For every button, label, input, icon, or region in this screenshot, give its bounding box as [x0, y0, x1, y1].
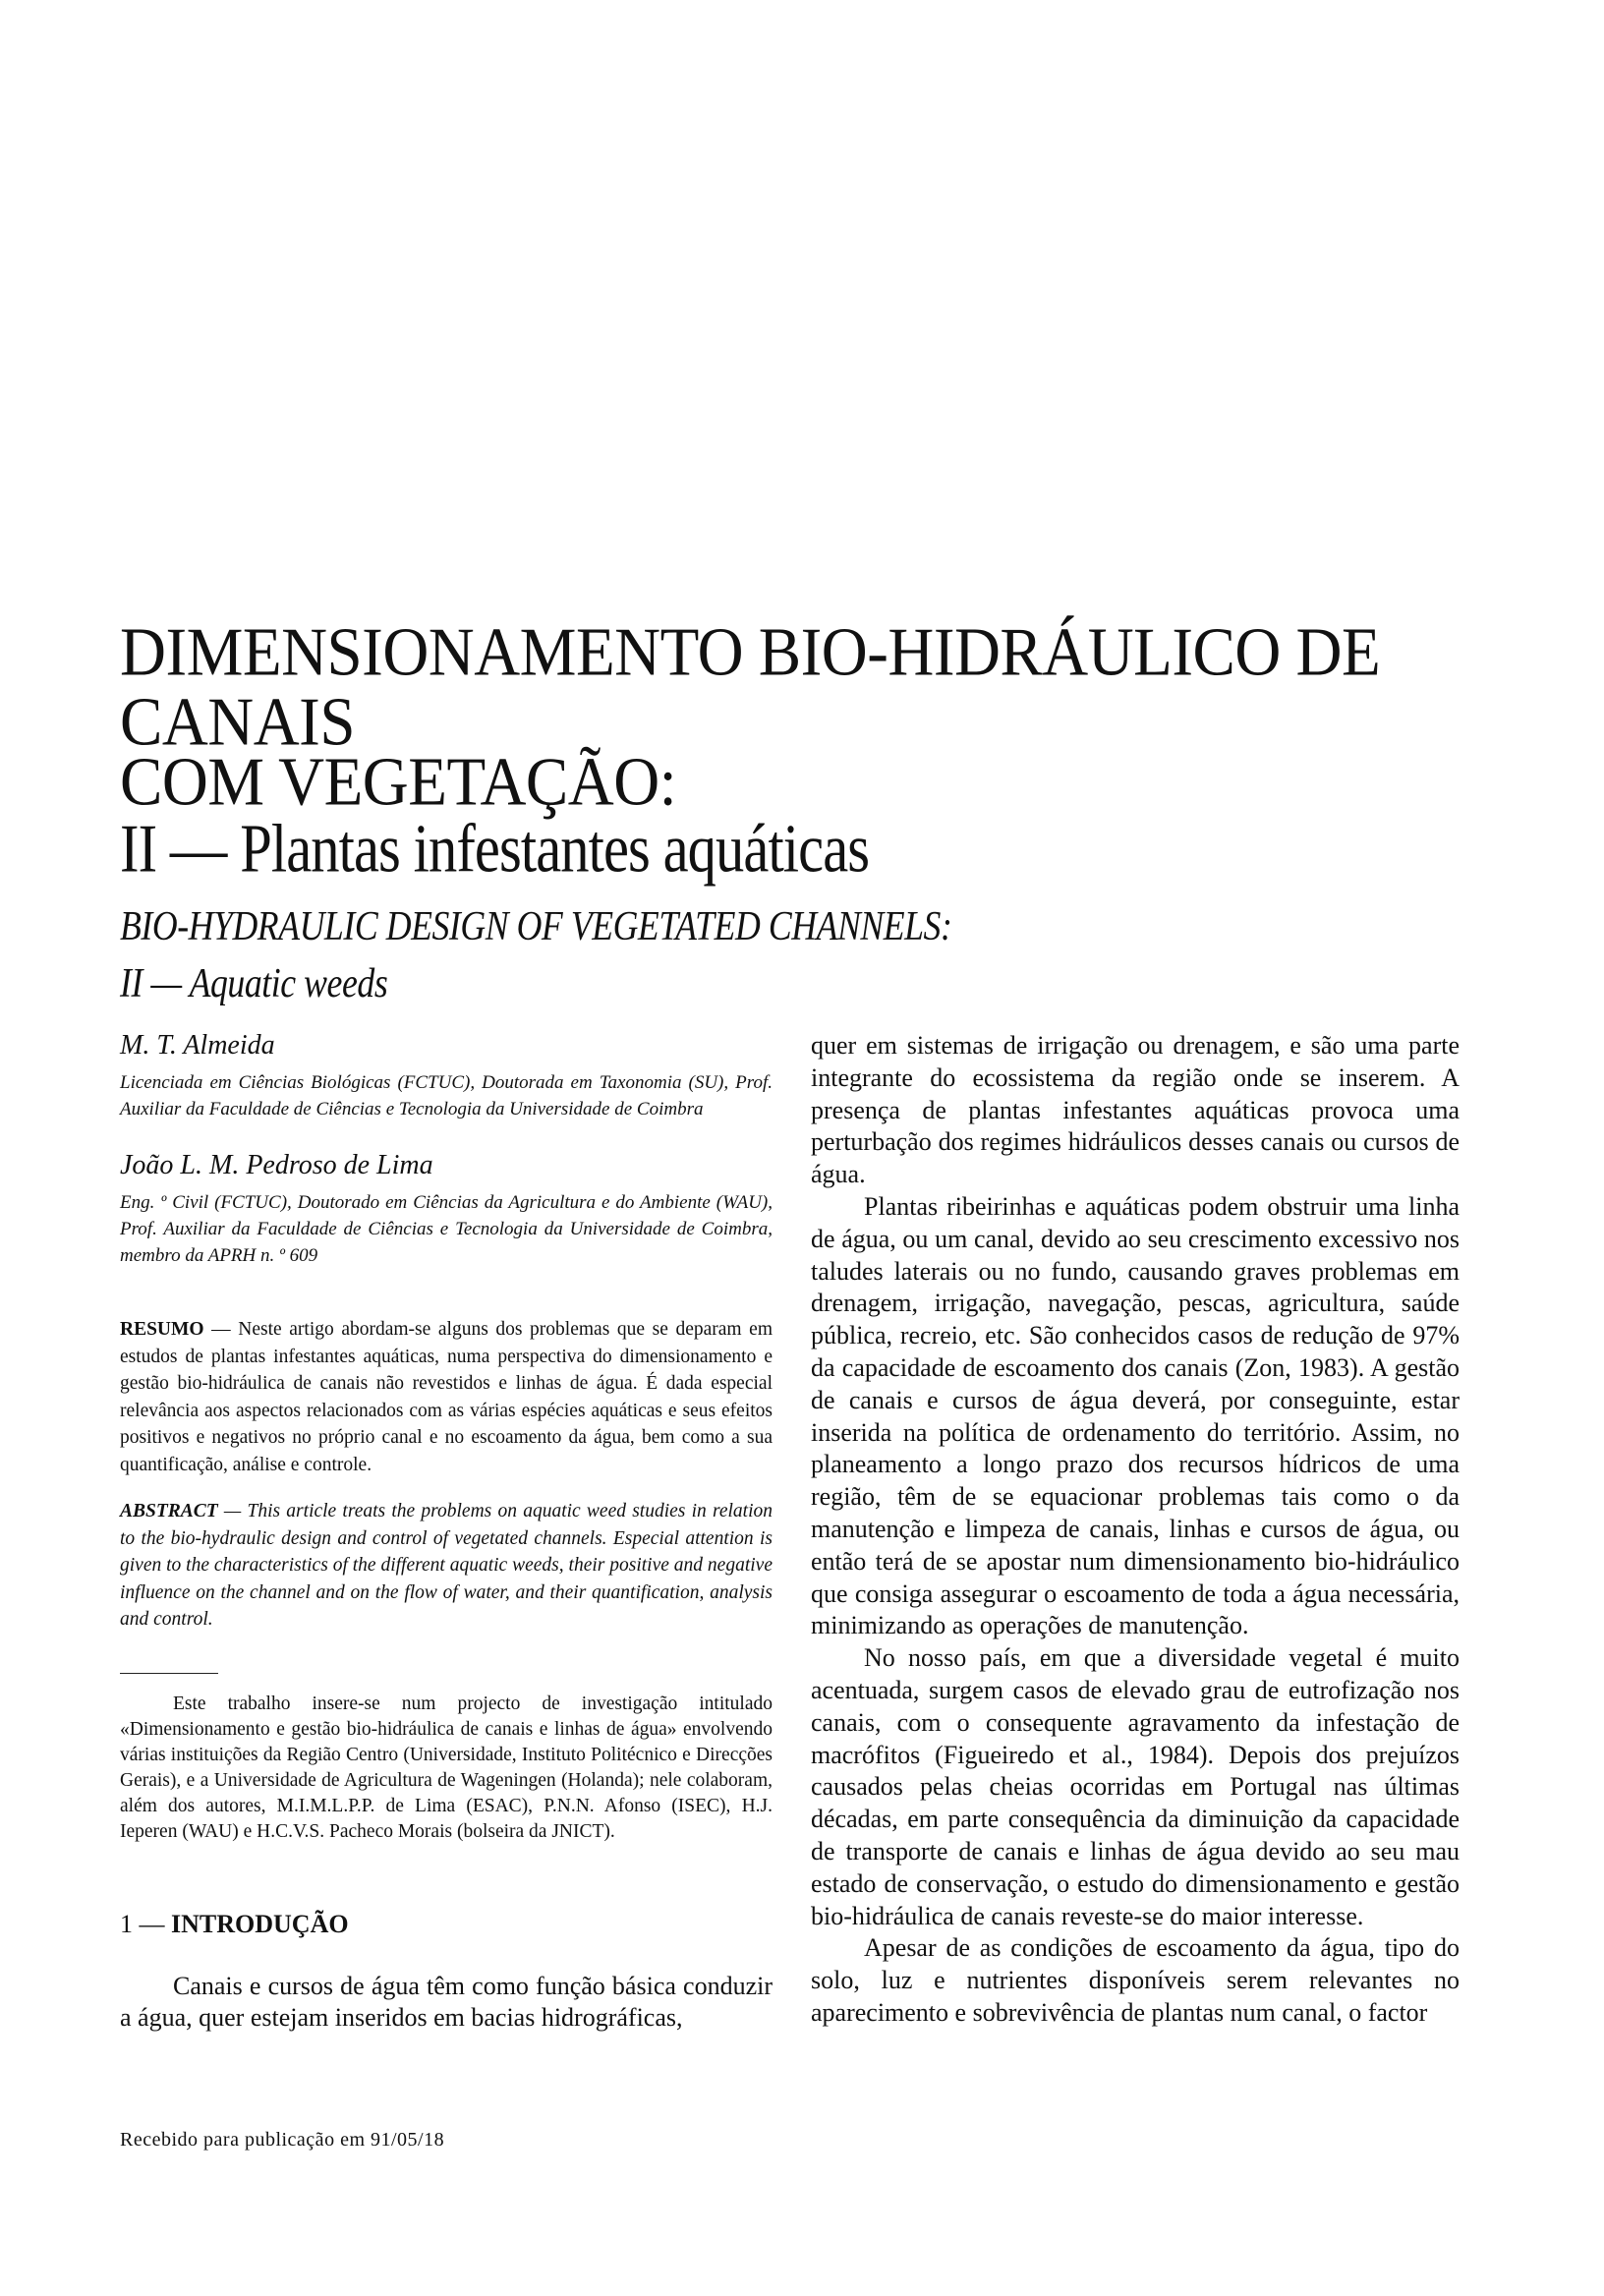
resumo-text: — Neste artigo abordam-se alguns dos problemas que se deparam em estudos de plantas infestantes aquáticas, numa perspectiva do dimensionamento e gestão bio-hidráulica de canais não revestidos e linhas de água. É dada especial relevância aos aspectos relacionados com as várias espécies aquáticas e seus efeitos positivos e negativos no próprio canal e no escoamento da água, bem como a sua quantificação, análise e controle. [120, 1319, 773, 1475]
abstract-lead: ABSTRACT [120, 1501, 218, 1521]
received-date: Recebido para publicação em 91/05/18 [120, 2129, 445, 2151]
author-block-2 [120, 1150, 773, 1269]
footnote: Este trabalho insere-se num projecto de investigação intitulado «Dimensionamento e gestão bio-hidráulica de canais e linhas de água» envolvendo várias instituições da Região Centro (Universidade, Instituto Politécnico e Direcções Gerais), e a Universidade de Agricultura de Wageningen (Holanda); nele colaboram, além dos autores, M.I.M.L.P.P. de Lima (ESAC), P.N.N. Afonso (ISEC), H.J. Ieperen (WAU) e H.C.V.S. Pacheco Morais (bolseira da JNICT). [120, 1693, 773, 1842]
footnote-divider [120, 1673, 218, 1674]
title-block [120, 613, 1496, 1012]
main-subtitle: II — Plantas infestantes aquáticas [120, 810, 870, 888]
english-title-line-2: II — Aquatic weeds [120, 961, 388, 1006]
body-paragraph: quer em sistemas de irrigação ou drenagem, e são uma parte integrante do ecossistema da região onde se inserem. A presença de plantas infestantes aquáticas provoca uma perturbação dos regimes hidráulicos desses canais ou cursos de água. [811, 1031, 1460, 1189]
author-name: M. T. Almeida [120, 1030, 275, 1061]
body-paragraph: Apesar de as condições de escoamento da água, tipo do solo, luz e nutrientes disponíveis serem relevantes no aparecimento e sobrevivência de plantas num canal, o factor [811, 1933, 1460, 2027]
resumo [120, 1316, 773, 1478]
author-affiliation: Eng. º Civil (FCTUC), Doutorado em Ciências da Agricultura e do Ambiente (WAU), Prof. Auxiliar da Faculdade de Ciências e Tecnologia da Universidade de Coimbra, membro da APRH n. º 609 [120, 1192, 773, 1266]
section-heading [120, 1910, 773, 1939]
section-title: INTRODUÇÃO [171, 1909, 349, 1938]
section-number: 1 — [120, 1909, 171, 1938]
main-title-line-2: COM VEGETAÇÃO: [120, 743, 677, 821]
author-block-1 [120, 1030, 773, 1122]
left-column [120, 1030, 773, 2059]
resumo-lead: RESUMO [120, 1319, 204, 1340]
main-title-line-1: DIMENSIONAMENTO BIO-HIDRÁULICO DE CANAIS [120, 613, 1381, 761]
author-affiliation: Licenciada em Ciências Biológicas (FCTUC), Doutorada em Taxonomia (SU), Prof. Auxiliar da Faculdade de Ciências e Tecnologia da Universidade de Coimbra [120, 1072, 773, 1119]
intro-paragraph: Canais e cursos de água têm como função básica conduzir a água, quer estejam inseridos em bacias hidrográficas, [120, 1971, 773, 2032]
english-title-line-1: BIO-HYDRAULIC DESIGN OF VEGETATED CHANNELS: [120, 904, 952, 949]
abstract-text: — This article treats the problems on aquatic weed studies in relation to the bio-hydraulic design and control of vegetated channels. Especial attention is given to the characteristics of the different aquatic weeds, their positive and negative influence on the channel and on the flow of water, and their quantification, analysis and control. [120, 1501, 773, 1630]
right-column [811, 1030, 1460, 2030]
body-paragraph: No nosso país, em que a diversidade vegetal é muito acentuada, surgem casos de elevado grau de eutrofização nos canais, com o consequente agravamento da infestação de macrófitos (Figueiredo et al., 1984). Depois dos prejuízos causados pelas cheias ocorridas em Portugal nas últimas décadas, em parte consequência da diminuição da capacidade de transporte de canais e linhas de água devido ao seu mau estado de conservação, o estudo do dimensionamento e gestão bio-hidráulica de canais reveste-se do maior interesse. [811, 1643, 1460, 1930]
author-name: João L. M. Pedroso de Lima [120, 1150, 433, 1180]
abstract [120, 1498, 773, 1634]
body-paragraph: Plantas ribeirinhas e aquáticas podem obstruir uma linha de água, ou um canal, devido ao seu crescimento excessivo nos taludes laterais ou no fundo, causando graves problemas em drenagem, irrigação, navegação, pescas, agricultura, saúde pública, recreio, etc. São conhecidos casos de redução de 97% da capacidade de escoamento dos canais (Zon, 1983). A gestão de canais e cursos de água deverá, por conseguinte, estar inserida na política de ordenamento do território. Assim, no planeamento a longo prazo dos recursos hídricos de uma região, têm de se equacionar problemas tais como o da manutenção e limpeza de canais, linhas e cursos de água, ou então terá de se apostar num dimensionamento bio-hidráulico que consiga assegurar o escoamento de toda a água necessária, minimizando as operações de manutenção. [811, 1191, 1460, 1640]
